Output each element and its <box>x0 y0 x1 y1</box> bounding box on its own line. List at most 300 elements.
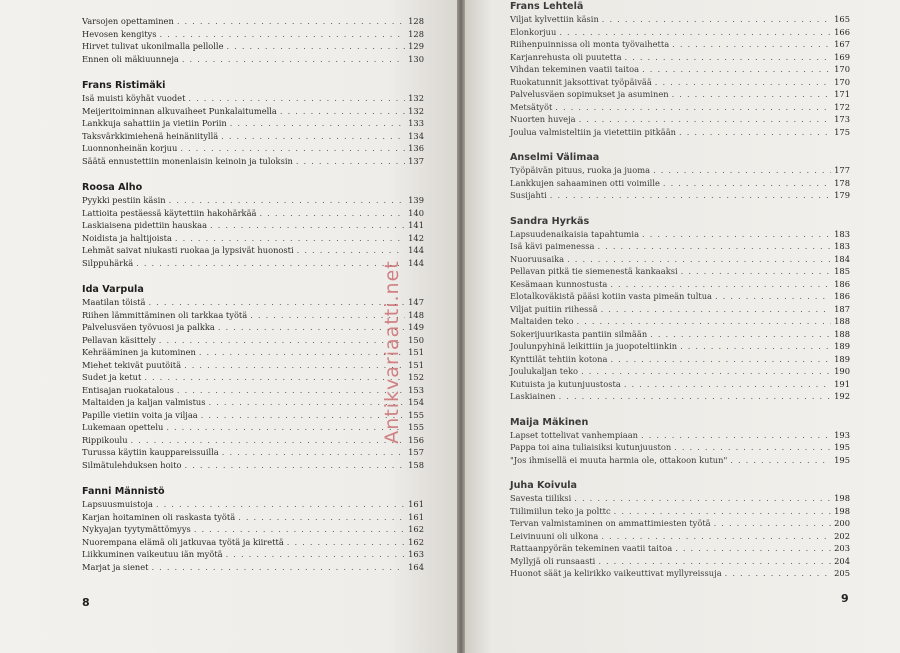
toc-entry <box>510 505 850 518</box>
toc-entry-title: Karjanrehusta oli puutetta <box>510 51 622 62</box>
dot-leader <box>610 278 831 291</box>
toc-section <box>82 15 424 65</box>
toc-entry-title: Entisajan ruokatalous <box>82 384 174 395</box>
toc-entry-page: 158 <box>408 459 424 470</box>
toc-entry-page: 203 <box>834 543 850 553</box>
toc-entry <box>510 378 850 391</box>
toc-entry <box>510 290 850 303</box>
toc-entry-title: Lattioita pestäessä käytettiin hakohärkää <box>82 207 257 218</box>
toc-entry-page: 153 <box>408 384 424 395</box>
toc-entry-title: Silppuhärkä <box>82 257 134 268</box>
toc-entry-title: Taksvärkkimiehenä heinäniityllä <box>82 130 219 141</box>
dot-leader <box>680 340 831 353</box>
dot-leader <box>209 396 406 409</box>
toc-entry-title: Joulukaljan teko <box>510 366 579 376</box>
toc-entry-page: 141 <box>408 220 424 230</box>
toc-entry <box>510 441 850 454</box>
toc-entry <box>510 88 850 101</box>
toc-entry <box>82 346 424 359</box>
toc-entry-page: 136 <box>408 143 424 153</box>
left-toc-column <box>82 15 424 573</box>
dot-leader <box>641 429 831 442</box>
dot-leader <box>297 244 405 257</box>
toc-entry-title: Silmätulehduksen hoito <box>82 459 182 470</box>
toc-entry-page: 189 <box>834 341 850 351</box>
toc-entry-page: 130 <box>408 53 424 64</box>
dot-leader <box>559 26 831 39</box>
toc-entry-title: Joulua valmisteltiin ja vietettiin pitkään <box>510 126 677 137</box>
toc-entry-title: Tiilimiilun teko ja polttc <box>510 505 611 516</box>
dot-leader <box>601 530 831 543</box>
toc-entry-title: Lapsuusmuistoja <box>82 499 153 509</box>
toc-entry <box>510 492 850 505</box>
toc-entry <box>510 353 850 366</box>
section-heading: Ida Varpula <box>82 284 144 295</box>
toc-entry <box>510 303 850 316</box>
toc-section <box>510 0 850 138</box>
toc-entry-page: 195 <box>834 454 850 465</box>
toc-entry <box>510 240 850 253</box>
dot-leader <box>581 365 831 378</box>
toc-entry-page: 198 <box>834 493 850 503</box>
toc-entry-page: 178 <box>834 177 850 188</box>
toc-entry-title: Viljat puitiin riihessä <box>510 303 598 314</box>
toc-entry <box>82 309 424 322</box>
toc-entry <box>510 253 850 266</box>
toc-entry <box>510 13 850 26</box>
toc-entry-title: Lankkujen sahaaminen otti voimille <box>510 177 660 188</box>
toc-entry-page: 171 <box>834 89 850 99</box>
toc-entry <box>82 53 424 66</box>
dot-leader <box>672 38 831 51</box>
toc-entry-title: Noidista ja haltijoista <box>82 232 172 243</box>
toc-entry-page: 184 <box>834 253 850 264</box>
toc-entry <box>82 15 424 28</box>
toc-entry-title: Elotalkoväkistä pääsi kotiin vasta pimeän tultua <box>510 291 712 301</box>
toc-entry-title: Kesämaan kunnostusta <box>510 278 608 289</box>
toc-section <box>82 181 424 269</box>
dot-leader <box>131 434 406 447</box>
toc-entry <box>82 296 424 309</box>
dot-leader <box>714 517 832 530</box>
toc-entry <box>82 92 424 105</box>
dot-leader <box>679 126 831 139</box>
dot-leader <box>655 76 831 89</box>
toc-entry <box>510 126 850 139</box>
toc-entry <box>510 76 850 89</box>
dot-leader <box>166 421 405 434</box>
toc-entry-page: 151 <box>408 347 424 357</box>
dot-leader <box>650 328 831 341</box>
toc-entry-title: Nuorempana elämä oli jatkuvaa työtä ja kiirettä <box>82 536 284 547</box>
toc-entry <box>82 523 424 536</box>
toc-entry-page: 144 <box>408 245 424 255</box>
toc-entry-title: Ennen oli mäkiuunneja <box>82 53 179 64</box>
toc-entry <box>82 105 424 118</box>
dot-leader <box>156 498 405 511</box>
toc-entry-title: Varsojen opettaminen <box>82 16 174 26</box>
toc-entry-title: Palvelusväen työvuosi ja palkka <box>82 322 215 332</box>
dot-leader <box>230 117 405 130</box>
toc-entry <box>510 567 850 580</box>
toc-entry-title: Kehrääminen ja kutominen <box>82 347 196 357</box>
toc-entry-page: 162 <box>408 536 424 547</box>
toc-entry-title: Riihen lämmittäminen oli tarkkaa työtä <box>82 309 248 320</box>
dot-leader <box>280 105 405 118</box>
toc-entry-title: Sudet ja ketut <box>82 372 142 382</box>
toc-entry-title: Sokerijuurikasta pantiin silmään <box>510 328 648 339</box>
toc-entry-page: 147 <box>408 297 424 307</box>
toc-entry-title: Leivinuuni oli ulkona <box>510 530 599 541</box>
toc-entry-page: 151 <box>408 359 424 370</box>
toc-entry-title: Liikkuminen vaikeutuu iän myötä <box>82 549 223 559</box>
toc-entry <box>82 371 424 384</box>
toc-entry <box>82 117 424 130</box>
toc-entry-page: 132 <box>408 93 424 103</box>
toc-entry-title: Lapset tottelivat vanhempiaan <box>510 429 639 440</box>
toc-entry-title: Pappa toi aina tuliaisiksi kutunjuuston <box>510 442 672 452</box>
toc-entry-title: Isä kävi paimenessa <box>510 241 595 251</box>
toc-entry-title: Savesta tiiliksi <box>510 493 572 503</box>
toc-entry-title: Viljat kylvettiin käsin <box>510 14 599 24</box>
toc-entry <box>82 561 424 574</box>
toc-entry <box>82 194 424 207</box>
dot-leader <box>550 189 831 202</box>
toc-entry-page: 155 <box>408 422 424 432</box>
toc-entry-title: Huonot säät ja kelirikko vaikeuttivat myllyreissuja <box>510 568 722 578</box>
toc-entry-page: 191 <box>834 378 850 389</box>
toc-entry <box>510 530 850 543</box>
toc-entry-title: Laskiainen <box>510 391 556 401</box>
toc-entry <box>510 278 850 291</box>
toc-entry-title: Palvelusväen sopimukset ja asuminen <box>510 89 669 99</box>
toc-entry <box>510 38 850 51</box>
toc-entry <box>510 164 850 177</box>
dot-leader <box>663 177 831 190</box>
toc-entry <box>82 207 424 220</box>
right-page-number: 9 <box>841 592 849 605</box>
toc-entry-title: Luonnonheinän korjuu <box>82 143 178 153</box>
toc-entry-title: Laskiaisena pidettiin hauskaa <box>82 220 208 230</box>
dot-leader <box>602 13 831 26</box>
toc-entry-page: 193 <box>834 429 850 440</box>
toc-entry <box>82 40 424 53</box>
section-heading: Frans Lehtelä <box>510 1 584 12</box>
toc-section <box>82 79 424 167</box>
dot-leader <box>674 441 831 454</box>
toc-entry-title: Joulunpyhinä leikittiin ja juopoteltiinkin <box>510 341 678 351</box>
dot-leader <box>218 321 405 334</box>
toc-entry-page: 186 <box>834 291 850 301</box>
dot-leader <box>625 51 832 64</box>
toc-entry <box>82 321 424 334</box>
dot-leader <box>725 567 831 580</box>
toc-entry-title: Riihenpuinnissa oli monta työvaihetta <box>510 39 670 49</box>
dot-leader <box>222 446 405 459</box>
toc-entry <box>510 365 850 378</box>
watermark-text: Antikvariaatti.net <box>381 260 403 444</box>
toc-entry <box>510 517 850 530</box>
toc-entry-page: 173 <box>834 114 850 124</box>
toc-entry-title: Pellavan pitkä tie siemenestä kankaaksi <box>510 266 678 276</box>
dot-leader <box>194 523 405 536</box>
dot-leader <box>148 296 405 309</box>
dot-leader <box>672 88 832 101</box>
dot-leader <box>287 536 405 549</box>
toc-entry <box>510 51 850 64</box>
toc-entry <box>510 555 850 568</box>
toc-entry-title: Nuoruusaika <box>510 253 565 264</box>
toc-entry <box>510 542 850 555</box>
toc-entry-page: 179 <box>834 190 850 200</box>
toc-entry-title: Pellavan käsittely <box>82 334 156 345</box>
toc-entry-title: Maltaiden teko <box>510 316 574 326</box>
toc-entry-page: 188 <box>834 328 850 339</box>
dot-leader <box>144 371 405 384</box>
dot-leader <box>653 164 831 177</box>
toc-entry-page: 204 <box>834 555 850 566</box>
toc-entry <box>82 536 424 549</box>
toc-entry-page: 152 <box>408 372 424 382</box>
toc-entry-title: Metsätyöt <box>510 101 553 112</box>
toc-entry <box>82 257 424 270</box>
toc-entry-page: 166 <box>834 26 850 37</box>
toc-entry-page: 134 <box>408 130 424 141</box>
toc-entry-page: 192 <box>834 391 850 401</box>
dot-leader <box>238 511 405 524</box>
toc-entry-page: 165 <box>834 14 850 24</box>
dot-leader <box>199 346 405 359</box>
dot-leader <box>296 155 405 168</box>
dot-leader <box>567 253 831 266</box>
toc-entry-title: Isä muisti köyhät vuodet <box>82 93 186 103</box>
toc-entry-page: 157 <box>408 447 424 457</box>
toc-entry <box>82 409 424 422</box>
toc-entry-title: Rippikoulu <box>82 434 128 445</box>
toc-entry <box>82 434 424 447</box>
dot-leader <box>160 28 406 41</box>
toc-entry-page: 128 <box>408 28 424 39</box>
dot-leader <box>185 459 406 472</box>
toc-section <box>510 151 850 202</box>
toc-entry-page: 132 <box>408 105 424 116</box>
toc-entry-title: Ruokatunnit jaksottivat työpäivää <box>510 76 652 87</box>
toc-entry-title: Miehet tekivät puutöitä <box>82 359 182 370</box>
section-heading: Fanni Männistö <box>82 486 165 497</box>
toc-entry-page: 144 <box>408 257 424 268</box>
toc-entry-page: 133 <box>408 118 424 128</box>
dot-leader <box>598 555 831 568</box>
toc-entry-page: 195 <box>834 442 850 452</box>
toc-entry <box>510 113 850 126</box>
dot-leader <box>259 207 405 220</box>
dot-leader <box>642 228 831 241</box>
toc-entry <box>82 334 424 347</box>
toc-entry-page: 128 <box>408 16 424 26</box>
dot-leader <box>210 219 405 232</box>
toc-entry-title: Nuorten huveja <box>510 114 576 124</box>
toc-entry <box>510 429 850 442</box>
dot-leader <box>169 194 406 207</box>
toc-entry <box>82 155 424 168</box>
toc-entry-page: 139 <box>408 195 424 205</box>
toc-entry-title: Meijeritoiminnan alkuvaiheet Punkalaitumella <box>82 105 277 116</box>
dot-leader <box>675 542 831 555</box>
toc-entry-page: 167 <box>834 39 850 49</box>
dot-leader <box>175 232 405 245</box>
toc-entry-page: 140 <box>408 207 424 218</box>
toc-entry <box>82 446 424 459</box>
dot-leader <box>226 40 405 53</box>
toc-entry-title: Lukemaan opettelu <box>82 422 164 432</box>
toc-entry <box>82 421 424 434</box>
dot-leader <box>182 53 405 66</box>
section-heading: Frans Ristimäki <box>82 80 166 91</box>
toc-entry-title: Lehmät saivat niukasti ruokaa ja lypsivät huonosti <box>82 245 294 255</box>
dot-leader <box>681 265 832 278</box>
toc-entry <box>82 219 424 232</box>
toc-entry-page: 198 <box>834 505 850 516</box>
toc-entry-page: 172 <box>834 101 850 112</box>
toc-entry-title: Lapsuudenaikaisia tapahtumia <box>510 228 640 239</box>
right-page <box>465 0 900 653</box>
toc-entry-title: Turussa käytiin kauppareissuilla <box>82 447 219 457</box>
toc-entry-page: 161 <box>408 499 424 509</box>
toc-entry-title: Lankkuja sahattiin ja vietiin Poriin <box>82 118 227 128</box>
toc-entry <box>510 340 850 353</box>
dot-leader <box>188 92 405 105</box>
toc-entry <box>82 28 424 41</box>
section-heading: Maija Mäkinen <box>510 416 589 428</box>
toc-entry-title: Maltaiden ja kaljan valmistus <box>82 397 206 407</box>
toc-entry-title: Pyykki pestiin käsin <box>82 195 166 205</box>
toc-entry-title: Marjat ja sienet <box>82 561 149 572</box>
dot-leader <box>159 334 405 347</box>
dot-leader <box>201 409 405 422</box>
toc-entry <box>82 498 424 511</box>
toc-entry-page: 155 <box>408 409 424 420</box>
toc-entry-title: "Jos ihmisellä ei muuta harmia ole, ottakoon kutun" <box>510 454 728 465</box>
toc-entry <box>510 26 850 39</box>
toc-entry-title: Säätä ennustettiin monenlaisin keinoin ja tuloksin <box>82 155 293 166</box>
toc-entry <box>82 548 424 561</box>
toc-entry-title: Susijahti <box>510 190 547 200</box>
toc-entry <box>82 142 424 155</box>
toc-entry <box>510 101 850 114</box>
toc-entry <box>82 130 424 143</box>
toc-entry-page: 177 <box>834 165 850 175</box>
toc-entry-page: 163 <box>408 549 424 559</box>
toc-entry-page: 129 <box>408 41 424 51</box>
toc-entry-title: Nykyajan tyytymättömyys <box>82 524 191 534</box>
toc-entry-title: Vihdan tekeminen vaatii taitoa <box>510 64 640 74</box>
toc-entry-title: Työpäivän pituus, ruoka ja juoma <box>510 165 651 175</box>
toc-entry <box>510 189 850 202</box>
toc-entry-page: 175 <box>834 126 850 137</box>
toc-entry <box>82 511 424 524</box>
toc-section <box>82 485 424 573</box>
toc-entry <box>82 459 424 472</box>
dot-leader <box>730 454 831 467</box>
toc-entry <box>510 315 850 328</box>
dot-leader <box>597 240 831 253</box>
right-toc-column <box>510 0 850 580</box>
toc-entry-page: 187 <box>834 303 850 314</box>
dot-leader <box>574 492 831 505</box>
toc-entry-page: 200 <box>834 518 850 528</box>
book-gutter <box>457 0 465 653</box>
dot-leader <box>184 359 405 372</box>
toc-entry-page: 149 <box>408 322 424 332</box>
toc-entry-title: Elonkorjuu <box>510 26 557 37</box>
toc-entry <box>82 384 424 397</box>
section-heading: Anselmi Välimaa <box>510 152 600 163</box>
dot-leader <box>180 142 405 155</box>
dot-leader <box>177 15 405 28</box>
toc-entry-page: 183 <box>834 241 850 251</box>
toc-entry-page: 190 <box>834 366 850 376</box>
toc-entry-title: Hirvet tulivat ukonilmalla pellolle <box>82 41 224 51</box>
toc-entry-title: Myllyjä oli runsaasti <box>510 555 596 566</box>
section-heading: Roosa Alho <box>82 182 143 193</box>
toc-entry <box>510 328 850 341</box>
toc-entry-page: 162 <box>408 524 424 534</box>
dot-leader <box>614 505 832 518</box>
dot-leader <box>177 384 405 397</box>
toc-entry-title: Hevosen kengitys <box>82 28 157 39</box>
toc-section <box>510 215 850 403</box>
toc-entry <box>510 390 850 403</box>
toc-entry <box>510 228 850 241</box>
toc-entry-page: 170 <box>834 76 850 87</box>
toc-entry-title: Maatilan töistä <box>82 297 146 307</box>
toc-entry-page: 161 <box>408 511 424 522</box>
toc-entry-page: 142 <box>408 232 424 243</box>
toc-entry <box>82 232 424 245</box>
toc-entry-page: 169 <box>834 51 850 62</box>
toc-entry-page: 186 <box>834 278 850 289</box>
dot-leader <box>610 353 831 366</box>
dot-leader <box>601 303 832 316</box>
dot-leader <box>624 378 831 391</box>
dot-leader <box>136 257 405 270</box>
toc-entry <box>510 63 850 76</box>
toc-entry-page: 189 <box>834 353 850 364</box>
toc-entry-page: 185 <box>834 266 850 276</box>
toc-entry <box>82 244 424 257</box>
toc-entry-page: 154 <box>408 397 424 407</box>
toc-entry-title: Kutuista ja kutunjuustosta <box>510 378 621 389</box>
section-heading: Sandra Hyrkäs <box>510 215 590 227</box>
dot-leader <box>151 561 405 574</box>
toc-entry-title: Papille vietiin voita ja viljaa <box>82 409 198 420</box>
toc-entry-page: 170 <box>834 64 850 74</box>
dot-leader <box>221 130 405 143</box>
toc-entry-title: Kynttilät tehtiin kotona <box>510 353 608 364</box>
section-heading: Juha Koivula <box>510 480 578 491</box>
toc-entry-page: 137 <box>408 155 424 166</box>
toc-entry-page: 150 <box>408 334 424 345</box>
dot-leader <box>642 63 831 76</box>
toc-entry-page: 188 <box>834 316 850 326</box>
toc-section <box>510 479 850 580</box>
toc-entry <box>82 359 424 372</box>
dot-leader <box>555 101 831 114</box>
dot-leader <box>579 113 832 126</box>
toc-section <box>510 416 850 467</box>
toc-entry-page: 164 <box>408 561 424 572</box>
toc-entry-page: 205 <box>834 568 850 578</box>
